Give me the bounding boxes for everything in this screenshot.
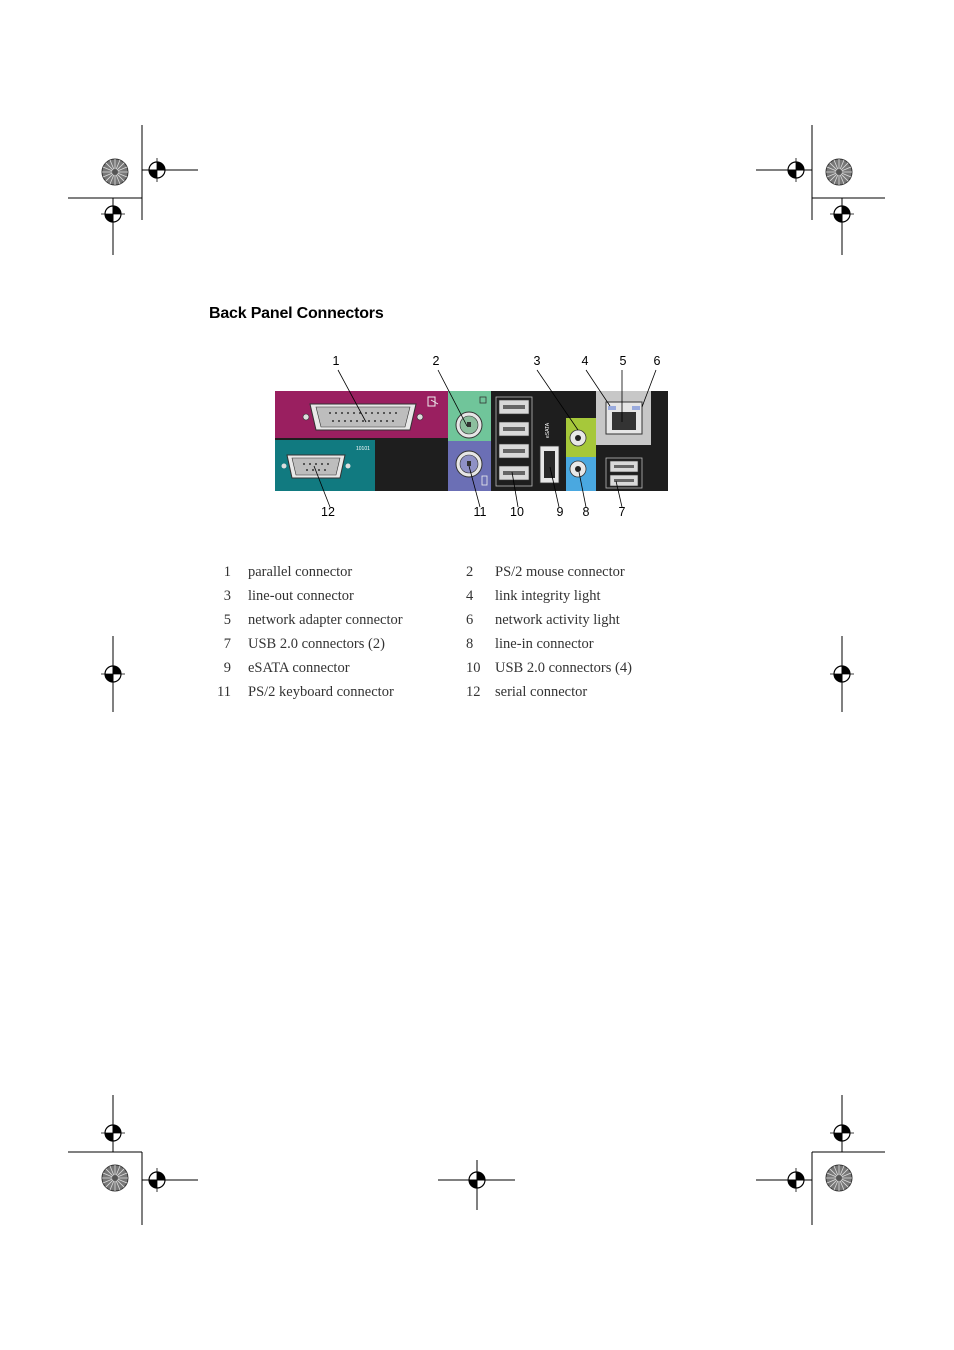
callout-7: 7 bbox=[618, 505, 626, 519]
legend-number: 7 bbox=[223, 635, 231, 652]
legend-number: 9 bbox=[223, 659, 231, 676]
legend-row bbox=[209, 632, 729, 656]
legend-label: PS/2 mouse connector bbox=[495, 563, 625, 580]
legend-label: network adapter connector bbox=[248, 611, 403, 628]
legend-number: 10 bbox=[466, 659, 481, 676]
back-panel-figure bbox=[270, 350, 690, 530]
callout-1: 1 bbox=[332, 354, 340, 368]
legend-row bbox=[209, 656, 729, 680]
legend-row bbox=[209, 608, 729, 632]
legend-label: serial connector bbox=[495, 683, 588, 700]
legend-number: 3 bbox=[223, 587, 231, 604]
callout-8: 8 bbox=[582, 505, 590, 519]
legend-label: link integrity light bbox=[495, 587, 601, 604]
legend-row bbox=[209, 680, 729, 704]
callout-11: 11 bbox=[473, 505, 487, 519]
legend-label: eSATA connector bbox=[248, 659, 350, 676]
legend-label: PS/2 keyboard connector bbox=[248, 683, 394, 700]
legend-number: 8 bbox=[466, 635, 474, 652]
callout-2: 2 bbox=[432, 354, 440, 368]
legend-number: 2 bbox=[466, 563, 474, 580]
legend-label: USB 2.0 connectors (2) bbox=[248, 635, 385, 652]
callout-5: 5 bbox=[619, 354, 627, 368]
section-heading: Back Panel Connectors bbox=[209, 305, 384, 322]
legend-row bbox=[209, 584, 729, 608]
legend-label: network activity light bbox=[495, 611, 620, 628]
legend-number: 6 bbox=[466, 611, 474, 628]
callout-3: 3 bbox=[533, 354, 541, 368]
usb-stack-4 bbox=[496, 397, 532, 486]
legend-label: USB 2.0 connectors (4) bbox=[495, 659, 632, 676]
legend-number: 5 bbox=[223, 611, 231, 628]
callout-12: 12 bbox=[321, 505, 335, 519]
legend-number: 11 bbox=[217, 683, 231, 700]
callout-9: 9 bbox=[556, 505, 564, 519]
legend-label: line-in connector bbox=[495, 635, 594, 652]
legend-label: line-out connector bbox=[248, 587, 354, 604]
callout-4: 4 bbox=[581, 354, 589, 368]
callout-6: 6 bbox=[653, 354, 661, 368]
serial-label: 10101 bbox=[356, 446, 370, 452]
legend-number: 1 bbox=[223, 563, 231, 580]
legend-number: 4 bbox=[466, 587, 474, 604]
esata-label: eSATA bbox=[545, 422, 551, 438]
legend-label: parallel connector bbox=[248, 563, 353, 580]
back-panel-illustration bbox=[270, 350, 690, 530]
connector-legend bbox=[209, 560, 729, 704]
legend-row bbox=[209, 560, 729, 584]
callout-10: 10 bbox=[510, 505, 524, 519]
legend-number: 12 bbox=[466, 683, 481, 700]
